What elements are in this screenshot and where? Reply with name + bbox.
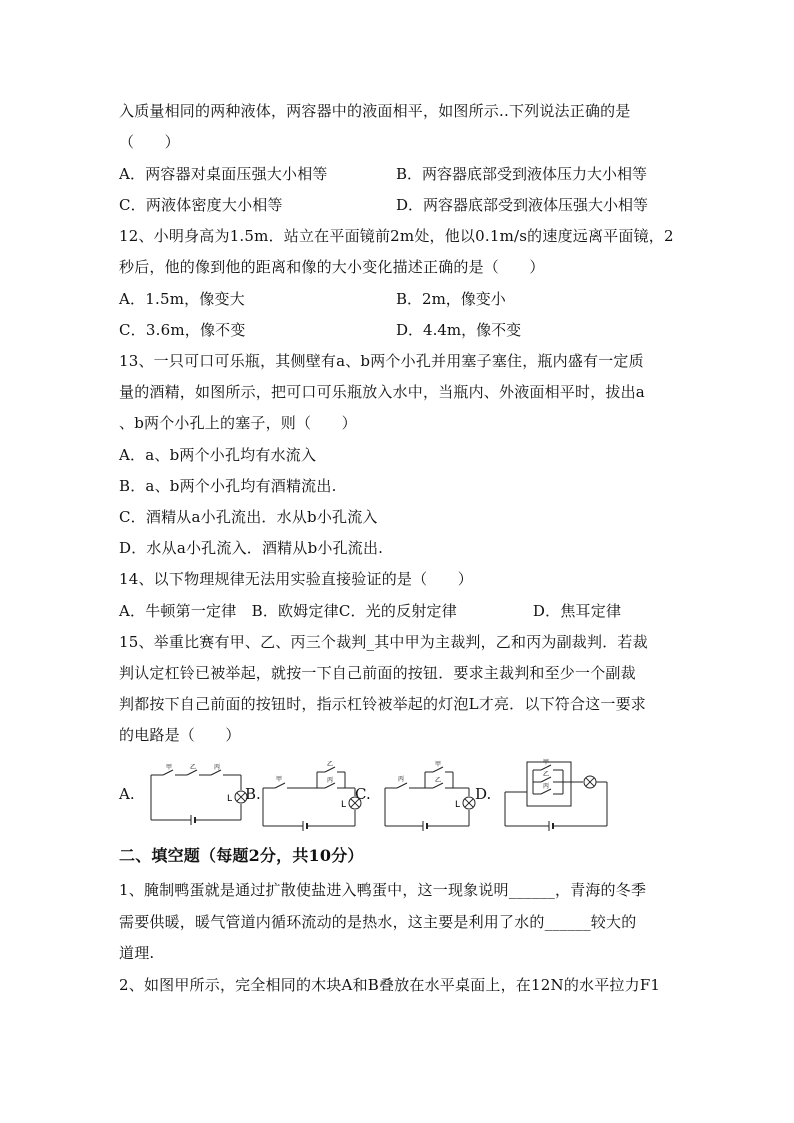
circuit-d-switch-yi: 乙	[543, 771, 550, 778]
q15-text-line3: 判都按下自己前面的按钮时，指示杠铃被举起的灯泡L才亮．以下符合这一要求	[119, 695, 646, 713]
circuit-a-switch-yi: 乙	[190, 764, 197, 771]
q12-text-line1: 12、小明身高为1.5m．站立在平面镜前2m处，他以0.1m/s的速度远离平面镜，2	[119, 227, 674, 245]
q13-text-line3: 、b两个小孔上的塞子，则（ ）	[119, 414, 357, 432]
q12-option-d: D．4.4m，像不变	[396, 321, 522, 339]
circuit-label-a: A.	[119, 785, 135, 803]
circuit-c-diagram	[383, 760, 483, 832]
q11-option-b: B．两容器底部受到液体压力大小相等	[396, 165, 648, 183]
circuit-c-switch-jia: 甲	[435, 761, 442, 768]
q11-option-d: D．两容器底部受到液体压强大小相等	[396, 196, 649, 214]
q11-option-c: C．两液体密度大小相等	[119, 196, 283, 214]
circuit-a-switch-jia: 甲	[166, 764, 173, 771]
q15-text-line2: 判认定杠铃已被举起，就按一下自己前面的按钮．要求主裁判和至少一个副裁	[119, 664, 636, 682]
q14-options: A．牛顿第一定律 B．欧姆定律C．光的反射定律 D．焦耳定律	[119, 602, 622, 620]
circuit-c-switch-bing: 丙	[398, 776, 405, 783]
fill2-text-line1: 2、如图甲所示，完全相同的木块A和B叠放在水平桌面上，在12N的水平拉力F1	[119, 976, 661, 994]
q13-option-b: B．a、b两个小孔均有酒精流出.	[119, 477, 337, 495]
q12-option-c: C．3.6m，像不变	[119, 321, 246, 339]
circuit-b-lamp-label: L	[341, 800, 347, 810]
q12-text-line2: 秒后，他的像到他的距离和像的大小变化描述正确的是（ ）	[119, 258, 545, 276]
q13-text-line2: 量的酒精，如图所示，把可口可乐瓶放入水中，当瓶内、外液面相平时，拔出a	[119, 383, 645, 401]
circuit-b-switch-jia: 甲	[276, 776, 283, 783]
q15-circuit-options	[119, 760, 679, 835]
section-2-heading: 二、填空题（每题2分，共10分）	[119, 846, 364, 865]
q11-option-a: A．两容器对桌面压强大小相等	[119, 165, 328, 183]
q11-answer-blank: （ ）	[119, 133, 180, 151]
q13-option-a: A．a、b两个小孔均有水流入	[119, 446, 317, 464]
q15-text-line4: 的电路是（ ）	[119, 726, 241, 744]
q12-option-b: B．2m，像变小	[396, 290, 506, 308]
q12-option-a: A．1.5m，像变大	[119, 290, 245, 308]
circuit-c-lamp-label: L	[455, 800, 461, 810]
circuit-label-d: D.	[475, 785, 492, 803]
circuit-label-b: B.	[245, 785, 261, 803]
fill1-text-line3: 道理.	[119, 944, 155, 962]
circuit-a-lamp-label: L	[227, 794, 233, 804]
q13-option-c: C．酒精从a小孔流出．水从b小孔流入	[119, 508, 378, 526]
circuit-a-switch-bing: 丙	[214, 764, 221, 771]
circuit-d-switch-bing: 丙	[543, 783, 550, 790]
circuit-d-switch-jia: 甲	[543, 759, 550, 766]
circuit-d-diagram	[503, 760, 613, 832]
circuit-label-c: C.	[355, 785, 371, 803]
circuit-b-switch-bing: 丙	[327, 777, 334, 784]
fill1-text-line1: 1、腌制鸭蛋就是通过扩散使盐进入鸭蛋中，这一现象说明______，青海的冬季	[119, 881, 647, 899]
circuit-b-switch-yi: 乙	[327, 761, 334, 768]
q11-text-line1: 入质量相同的两种液体，两容器中的液面相平，如图所示..下列说法正确的是	[119, 102, 631, 120]
circuit-a-diagram	[149, 760, 249, 832]
circuit-c-switch-yi: 乙	[435, 777, 442, 784]
fill1-text-line2: 需要供暖，暖气管道内循环流动的是热水，这主要是利用了水的______较大的	[119, 913, 637, 931]
q13-option-d: D．水从a小孔流入．酒精从b小孔流出.	[119, 539, 384, 557]
q13-text-line1: 13、一只可口可乐瓶，其侧壁有a、b两个小孔并用塞子塞住，瓶内盛有一定质	[119, 352, 644, 370]
q15-text-line1: 15、举重比赛有甲、乙、丙三个裁判_其中甲为主裁判，乙和丙为副裁判．若裁	[119, 633, 648, 651]
circuit-b-diagram	[261, 760, 361, 832]
q14-text-line1: 14、以下物理规律无法用实验直接验证的是（ ）	[119, 570, 473, 588]
